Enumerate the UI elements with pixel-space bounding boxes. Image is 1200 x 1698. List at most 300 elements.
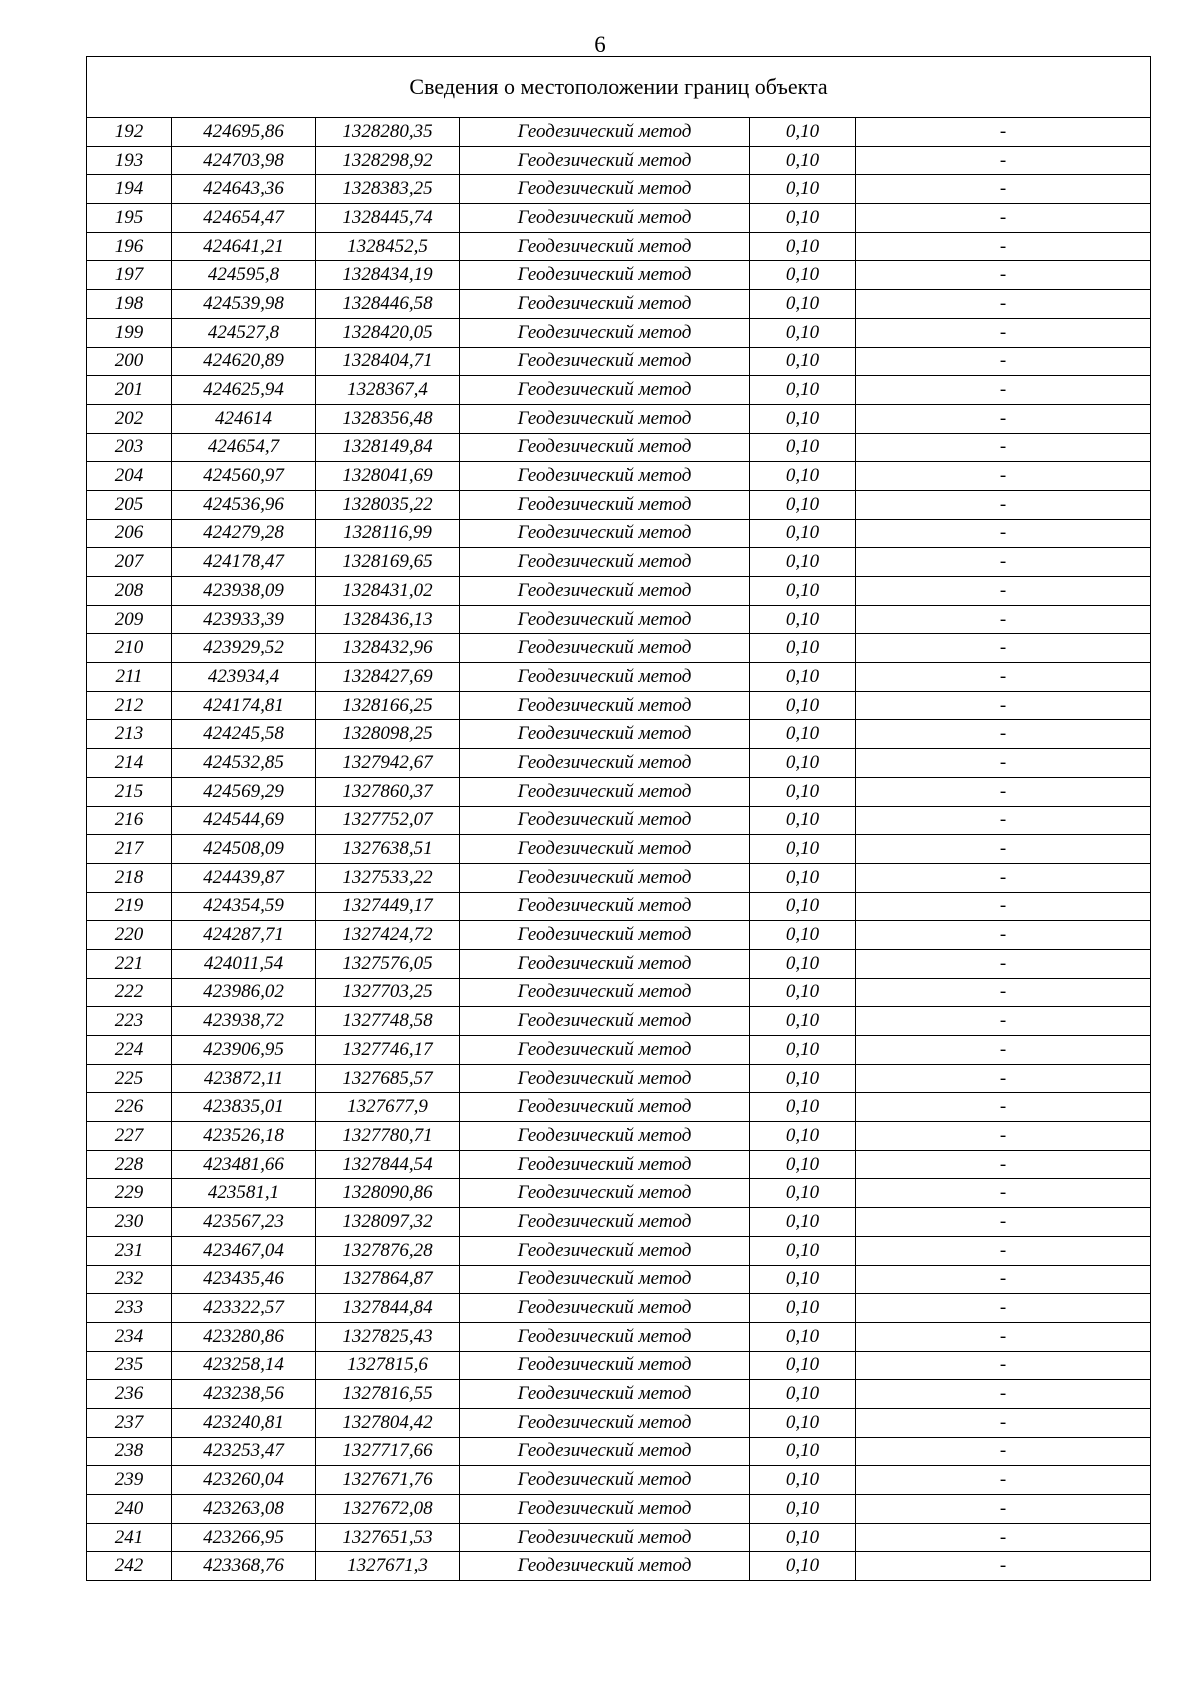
description-cell: - xyxy=(856,835,1151,864)
point-number-cell: 230 xyxy=(87,1208,172,1237)
method-cell: Геодезический метод xyxy=(460,290,750,319)
x-coordinate-cell: 424614 xyxy=(172,404,316,433)
point-number-cell: 222 xyxy=(87,978,172,1007)
y-coordinate-cell: 1327672,08 xyxy=(316,1495,460,1524)
method-cell: Геодезический метод xyxy=(460,1064,750,1093)
method-cell: Геодезический метод xyxy=(460,1179,750,1208)
accuracy-cell: 0,10 xyxy=(750,749,856,778)
method-cell: Геодезический метод xyxy=(460,404,750,433)
method-cell: Геодезический метод xyxy=(460,1523,750,1552)
point-number-cell: 219 xyxy=(87,892,172,921)
point-number-cell: 210 xyxy=(87,634,172,663)
table-row xyxy=(87,433,1151,462)
point-number-cell: 207 xyxy=(87,548,172,577)
y-coordinate-cell: 1327752,07 xyxy=(316,806,460,835)
y-coordinate-cell: 1328434,19 xyxy=(316,261,460,290)
description-cell: - xyxy=(856,749,1151,778)
accuracy-cell: 0,10 xyxy=(750,1294,856,1323)
accuracy-cell: 0,10 xyxy=(750,204,856,233)
method-cell: Геодезический метод xyxy=(460,634,750,663)
description-cell: - xyxy=(856,1322,1151,1351)
y-coordinate-cell: 1327717,66 xyxy=(316,1437,460,1466)
y-coordinate-cell: 1328097,32 xyxy=(316,1208,460,1237)
accuracy-cell: 0,10 xyxy=(750,1437,856,1466)
method-cell: Геодезический метод xyxy=(460,1122,750,1151)
method-cell: Геодезический метод xyxy=(460,720,750,749)
point-number-cell: 217 xyxy=(87,835,172,864)
table-row xyxy=(87,1093,1151,1122)
method-cell: Геодезический метод xyxy=(460,1466,750,1495)
method-cell: Геодезический метод xyxy=(460,1093,750,1122)
table-row xyxy=(87,347,1151,376)
y-coordinate-cell: 1327677,9 xyxy=(316,1093,460,1122)
method-cell: Геодезический метод xyxy=(460,978,750,1007)
table-row xyxy=(87,318,1151,347)
x-coordinate-cell: 424654,7 xyxy=(172,433,316,462)
point-number-cell: 192 xyxy=(87,118,172,147)
table-row xyxy=(87,146,1151,175)
accuracy-cell: 0,10 xyxy=(750,1380,856,1409)
accuracy-cell: 0,10 xyxy=(750,146,856,175)
y-coordinate-cell: 1327816,55 xyxy=(316,1380,460,1409)
table-row xyxy=(87,1236,1151,1265)
description-cell: - xyxy=(856,433,1151,462)
table-row xyxy=(87,519,1151,548)
table-row xyxy=(87,1122,1151,1151)
description-cell: - xyxy=(856,777,1151,806)
accuracy-cell: 0,10 xyxy=(750,720,856,749)
method-cell: Геодезический метод xyxy=(460,347,750,376)
y-coordinate-cell: 1327804,42 xyxy=(316,1408,460,1437)
y-coordinate-cell: 1327671,76 xyxy=(316,1466,460,1495)
method-cell: Геодезический метод xyxy=(460,777,750,806)
method-cell: Геодезический метод xyxy=(460,1265,750,1294)
method-cell: Геодезический метод xyxy=(460,490,750,519)
y-coordinate-cell: 1328420,05 xyxy=(316,318,460,347)
table-body xyxy=(87,118,1151,1581)
description-cell: - xyxy=(856,1150,1151,1179)
table-row xyxy=(87,1495,1151,1524)
x-coordinate-cell: 423567,23 xyxy=(172,1208,316,1237)
description-cell: - xyxy=(856,1208,1151,1237)
x-coordinate-cell: 423526,18 xyxy=(172,1122,316,1151)
y-coordinate-cell: 1327671,3 xyxy=(316,1552,460,1581)
method-cell: Геодезический метод xyxy=(460,749,750,778)
accuracy-cell: 0,10 xyxy=(750,634,856,663)
method-cell: Геодезический метод xyxy=(460,691,750,720)
point-number-cell: 205 xyxy=(87,490,172,519)
accuracy-cell: 0,10 xyxy=(750,404,856,433)
y-coordinate-cell: 1328404,71 xyxy=(316,347,460,376)
point-number-cell: 206 xyxy=(87,519,172,548)
y-coordinate-cell: 1327942,67 xyxy=(316,749,460,778)
method-cell: Геодезический метод xyxy=(460,1351,750,1380)
method-cell: Геодезический метод xyxy=(460,232,750,261)
y-coordinate-cell: 1328436,13 xyxy=(316,605,460,634)
x-coordinate-cell: 423929,52 xyxy=(172,634,316,663)
point-number-cell: 233 xyxy=(87,1294,172,1323)
x-coordinate-cell: 423872,11 xyxy=(172,1064,316,1093)
x-coordinate-cell: 424654,47 xyxy=(172,204,316,233)
table-row xyxy=(87,1064,1151,1093)
point-number-cell: 221 xyxy=(87,949,172,978)
accuracy-cell: 0,10 xyxy=(750,691,856,720)
description-cell: - xyxy=(856,605,1151,634)
point-number-cell: 234 xyxy=(87,1322,172,1351)
description-cell: - xyxy=(856,1380,1151,1409)
description-cell: - xyxy=(856,118,1151,147)
table-row xyxy=(87,663,1151,692)
x-coordinate-cell: 424536,96 xyxy=(172,490,316,519)
table-row xyxy=(87,1294,1151,1323)
method-cell: Геодезический метод xyxy=(460,921,750,950)
table-row xyxy=(87,978,1151,1007)
point-number-cell: 194 xyxy=(87,175,172,204)
table-title: Сведения о местоположении границ объекта xyxy=(87,57,1151,118)
point-number-cell: 236 xyxy=(87,1380,172,1409)
method-cell: Геодезический метод xyxy=(460,863,750,892)
method-cell: Геодезический метод xyxy=(460,118,750,147)
point-number-cell: 239 xyxy=(87,1466,172,1495)
description-cell: - xyxy=(856,1036,1151,1065)
description-cell: - xyxy=(856,921,1151,950)
x-coordinate-cell: 423933,39 xyxy=(172,605,316,634)
accuracy-cell: 0,10 xyxy=(750,605,856,634)
method-cell: Геодезический метод xyxy=(460,1437,750,1466)
table-row xyxy=(87,376,1151,405)
x-coordinate-cell: 424354,59 xyxy=(172,892,316,921)
y-coordinate-cell: 1327746,17 xyxy=(316,1036,460,1065)
point-number-cell: 227 xyxy=(87,1122,172,1151)
method-cell: Геодезический метод xyxy=(460,318,750,347)
method-cell: Геодезический метод xyxy=(460,949,750,978)
y-coordinate-cell: 1328149,84 xyxy=(316,433,460,462)
table-row xyxy=(87,232,1151,261)
table-row xyxy=(87,720,1151,749)
x-coordinate-cell: 424595,8 xyxy=(172,261,316,290)
table-row xyxy=(87,490,1151,519)
table-row xyxy=(87,921,1151,950)
point-number-cell: 208 xyxy=(87,577,172,606)
accuracy-cell: 0,10 xyxy=(750,978,856,1007)
table-row xyxy=(87,1552,1151,1581)
accuracy-cell: 0,10 xyxy=(750,1007,856,1036)
accuracy-cell: 0,10 xyxy=(750,290,856,319)
method-cell: Геодезический метод xyxy=(460,1150,750,1179)
accuracy-cell: 0,10 xyxy=(750,1322,856,1351)
y-coordinate-cell: 1327703,25 xyxy=(316,978,460,1007)
accuracy-cell: 0,10 xyxy=(750,1236,856,1265)
accuracy-cell: 0,10 xyxy=(750,175,856,204)
y-coordinate-cell: 1327449,17 xyxy=(316,892,460,921)
y-coordinate-cell: 1327844,54 xyxy=(316,1150,460,1179)
accuracy-cell: 0,10 xyxy=(750,1265,856,1294)
description-cell: - xyxy=(856,1064,1151,1093)
point-number-cell: 226 xyxy=(87,1093,172,1122)
description-cell: - xyxy=(856,663,1151,692)
method-cell: Геодезический метод xyxy=(460,462,750,491)
y-coordinate-cell: 1327860,37 xyxy=(316,777,460,806)
description-cell: - xyxy=(856,519,1151,548)
x-coordinate-cell: 423986,02 xyxy=(172,978,316,1007)
accuracy-cell: 0,10 xyxy=(750,462,856,491)
method-cell: Геодезический метод xyxy=(460,892,750,921)
description-cell: - xyxy=(856,1122,1151,1151)
table-row xyxy=(87,691,1151,720)
method-cell: Геодезический метод xyxy=(460,261,750,290)
y-coordinate-cell: 1327651,53 xyxy=(316,1523,460,1552)
y-coordinate-cell: 1328446,58 xyxy=(316,290,460,319)
method-cell: Геодезический метод xyxy=(460,806,750,835)
table-row xyxy=(87,404,1151,433)
y-coordinate-cell: 1328116,99 xyxy=(316,519,460,548)
method-cell: Геодезический метод xyxy=(460,376,750,405)
description-cell: - xyxy=(856,720,1151,749)
point-number-cell: 231 xyxy=(87,1236,172,1265)
description-cell: - xyxy=(856,318,1151,347)
description-cell: - xyxy=(856,232,1151,261)
method-cell: Геодезический метод xyxy=(460,519,750,548)
description-cell: - xyxy=(856,1523,1151,1552)
x-coordinate-cell: 423266,95 xyxy=(172,1523,316,1552)
accuracy-cell: 0,10 xyxy=(750,577,856,606)
method-cell: Геодезический метод xyxy=(460,204,750,233)
table-row xyxy=(87,835,1151,864)
y-coordinate-cell: 1328427,69 xyxy=(316,663,460,692)
description-cell: - xyxy=(856,1179,1151,1208)
x-coordinate-cell: 423240,81 xyxy=(172,1408,316,1437)
table-row xyxy=(87,577,1151,606)
description-cell: - xyxy=(856,548,1151,577)
y-coordinate-cell: 1327576,05 xyxy=(316,949,460,978)
y-coordinate-cell: 1327876,28 xyxy=(316,1236,460,1265)
y-coordinate-cell: 1327533,22 xyxy=(316,863,460,892)
description-cell: - xyxy=(856,261,1151,290)
table-row xyxy=(87,1408,1151,1437)
x-coordinate-cell: 424439,87 xyxy=(172,863,316,892)
method-cell: Геодезический метод xyxy=(460,1294,750,1323)
description-cell: - xyxy=(856,290,1151,319)
x-coordinate-cell: 423938,09 xyxy=(172,577,316,606)
point-number-cell: 193 xyxy=(87,146,172,175)
table-row xyxy=(87,1437,1151,1466)
x-coordinate-cell: 424287,71 xyxy=(172,921,316,950)
accuracy-cell: 0,10 xyxy=(750,347,856,376)
accuracy-cell: 0,10 xyxy=(750,1408,856,1437)
accuracy-cell: 0,10 xyxy=(750,1064,856,1093)
y-coordinate-cell: 1327815,6 xyxy=(316,1351,460,1380)
point-number-cell: 216 xyxy=(87,806,172,835)
point-number-cell: 215 xyxy=(87,777,172,806)
point-number-cell: 196 xyxy=(87,232,172,261)
description-cell: - xyxy=(856,1351,1151,1380)
y-coordinate-cell: 1328166,25 xyxy=(316,691,460,720)
table-row xyxy=(87,1208,1151,1237)
x-coordinate-cell: 423581,1 xyxy=(172,1179,316,1208)
x-coordinate-cell: 424544,69 xyxy=(172,806,316,835)
y-coordinate-cell: 1327685,57 xyxy=(316,1064,460,1093)
table-row xyxy=(87,1523,1151,1552)
point-number-cell: 237 xyxy=(87,1408,172,1437)
point-number-cell: 211 xyxy=(87,663,172,692)
accuracy-cell: 0,10 xyxy=(750,232,856,261)
page-number: 6 xyxy=(594,32,606,57)
boundary-coordinates-table xyxy=(86,56,1151,1581)
accuracy-cell: 0,10 xyxy=(750,863,856,892)
accuracy-cell: 0,10 xyxy=(750,1150,856,1179)
table-row xyxy=(87,1466,1151,1495)
x-coordinate-cell: 424560,97 xyxy=(172,462,316,491)
y-coordinate-cell: 1327825,43 xyxy=(316,1322,460,1351)
accuracy-cell: 0,10 xyxy=(750,490,856,519)
point-number-cell: 240 xyxy=(87,1495,172,1524)
method-cell: Геодезический метод xyxy=(460,1007,750,1036)
description-cell: - xyxy=(856,691,1151,720)
point-number-cell: 199 xyxy=(87,318,172,347)
point-number-cell: 203 xyxy=(87,433,172,462)
accuracy-cell: 0,10 xyxy=(750,921,856,950)
point-number-cell: 232 xyxy=(87,1265,172,1294)
point-number-cell: 209 xyxy=(87,605,172,634)
x-coordinate-cell: 423258,14 xyxy=(172,1351,316,1380)
method-cell: Геодезический метод xyxy=(460,663,750,692)
description-cell: - xyxy=(856,175,1151,204)
accuracy-cell: 0,10 xyxy=(750,1552,856,1581)
table-row xyxy=(87,1007,1151,1036)
y-coordinate-cell: 1328169,65 xyxy=(316,548,460,577)
accuracy-cell: 0,10 xyxy=(750,118,856,147)
point-number-cell: 212 xyxy=(87,691,172,720)
x-coordinate-cell: 423435,46 xyxy=(172,1265,316,1294)
x-coordinate-cell: 424625,94 xyxy=(172,376,316,405)
x-coordinate-cell: 423467,04 xyxy=(172,1236,316,1265)
point-number-cell: 198 xyxy=(87,290,172,319)
table-row xyxy=(87,462,1151,491)
accuracy-cell: 0,10 xyxy=(750,318,856,347)
x-coordinate-cell: 424174,81 xyxy=(172,691,316,720)
x-coordinate-cell: 424695,86 xyxy=(172,118,316,147)
description-cell: - xyxy=(856,577,1151,606)
x-coordinate-cell: 424178,47 xyxy=(172,548,316,577)
x-coordinate-cell: 423253,47 xyxy=(172,1437,316,1466)
y-coordinate-cell: 1328356,48 xyxy=(316,404,460,433)
description-cell: - xyxy=(856,490,1151,519)
table-row xyxy=(87,777,1151,806)
x-coordinate-cell: 423238,56 xyxy=(172,1380,316,1409)
x-coordinate-cell: 424539,98 xyxy=(172,290,316,319)
point-number-cell: 223 xyxy=(87,1007,172,1036)
x-coordinate-cell: 423934,4 xyxy=(172,663,316,692)
point-number-cell: 241 xyxy=(87,1523,172,1552)
x-coordinate-cell: 423260,04 xyxy=(172,1466,316,1495)
point-number-cell: 201 xyxy=(87,376,172,405)
y-coordinate-cell: 1328298,92 xyxy=(316,146,460,175)
method-cell: Геодезический метод xyxy=(460,1036,750,1065)
accuracy-cell: 0,10 xyxy=(750,1523,856,1552)
description-cell: - xyxy=(856,863,1151,892)
accuracy-cell: 0,10 xyxy=(750,548,856,577)
description-cell: - xyxy=(856,1408,1151,1437)
point-number-cell: 218 xyxy=(87,863,172,892)
point-number-cell: 195 xyxy=(87,204,172,233)
x-coordinate-cell: 424620,89 xyxy=(172,347,316,376)
accuracy-cell: 0,10 xyxy=(750,261,856,290)
accuracy-cell: 0,10 xyxy=(750,806,856,835)
table-row xyxy=(87,863,1151,892)
method-cell: Геодезический метод xyxy=(460,146,750,175)
method-cell: Геодезический метод xyxy=(460,1236,750,1265)
table-row xyxy=(87,1265,1151,1294)
method-cell: Геодезический метод xyxy=(460,1552,750,1581)
y-coordinate-cell: 1327748,58 xyxy=(316,1007,460,1036)
y-coordinate-cell: 1327638,51 xyxy=(316,835,460,864)
accuracy-cell: 0,10 xyxy=(750,1036,856,1065)
y-coordinate-cell: 1328431,02 xyxy=(316,577,460,606)
description-cell: - xyxy=(856,1265,1151,1294)
accuracy-cell: 0,10 xyxy=(750,1208,856,1237)
y-coordinate-cell: 1328445,74 xyxy=(316,204,460,233)
table-row xyxy=(87,605,1151,634)
y-coordinate-cell: 1328035,22 xyxy=(316,490,460,519)
x-coordinate-cell: 423906,95 xyxy=(172,1036,316,1065)
x-coordinate-cell: 424245,58 xyxy=(172,720,316,749)
x-coordinate-cell: 424569,29 xyxy=(172,777,316,806)
table-row xyxy=(87,290,1151,319)
point-number-cell: 220 xyxy=(87,921,172,950)
table-row xyxy=(87,749,1151,778)
table-row xyxy=(87,1150,1151,1179)
description-cell: - xyxy=(856,146,1151,175)
table-row xyxy=(87,175,1151,204)
method-cell: Геодезический метод xyxy=(460,1408,750,1437)
method-cell: Геодезический метод xyxy=(460,548,750,577)
x-coordinate-cell: 423835,01 xyxy=(172,1093,316,1122)
description-cell: - xyxy=(856,1236,1151,1265)
point-number-cell: 229 xyxy=(87,1179,172,1208)
accuracy-cell: 0,10 xyxy=(750,1495,856,1524)
table-row xyxy=(87,1322,1151,1351)
description-cell: - xyxy=(856,806,1151,835)
table-row xyxy=(87,118,1151,147)
point-number-cell: 225 xyxy=(87,1064,172,1093)
x-coordinate-cell: 424532,85 xyxy=(172,749,316,778)
y-coordinate-cell: 1327780,71 xyxy=(316,1122,460,1151)
table-row xyxy=(87,548,1151,577)
table-row xyxy=(87,1179,1151,1208)
x-coordinate-cell: 424641,21 xyxy=(172,232,316,261)
description-cell: - xyxy=(856,404,1151,433)
table-row xyxy=(87,892,1151,921)
y-coordinate-cell: 1328383,25 xyxy=(316,175,460,204)
description-cell: - xyxy=(856,892,1151,921)
table-row xyxy=(87,1380,1151,1409)
accuracy-cell: 0,10 xyxy=(750,519,856,548)
description-cell: - xyxy=(856,376,1151,405)
y-coordinate-cell: 1328452,5 xyxy=(316,232,460,261)
table-row xyxy=(87,634,1151,663)
description-cell: - xyxy=(856,634,1151,663)
accuracy-cell: 0,10 xyxy=(750,1351,856,1380)
table-caption-row xyxy=(87,57,1151,118)
method-cell: Геодезический метод xyxy=(460,175,750,204)
table-row xyxy=(87,261,1151,290)
accuracy-cell: 0,10 xyxy=(750,777,856,806)
point-number-cell: 204 xyxy=(87,462,172,491)
method-cell: Геодезический метод xyxy=(460,577,750,606)
x-coordinate-cell: 424527,8 xyxy=(172,318,316,347)
x-coordinate-cell: 423322,57 xyxy=(172,1294,316,1323)
y-coordinate-cell: 1328367,4 xyxy=(316,376,460,405)
